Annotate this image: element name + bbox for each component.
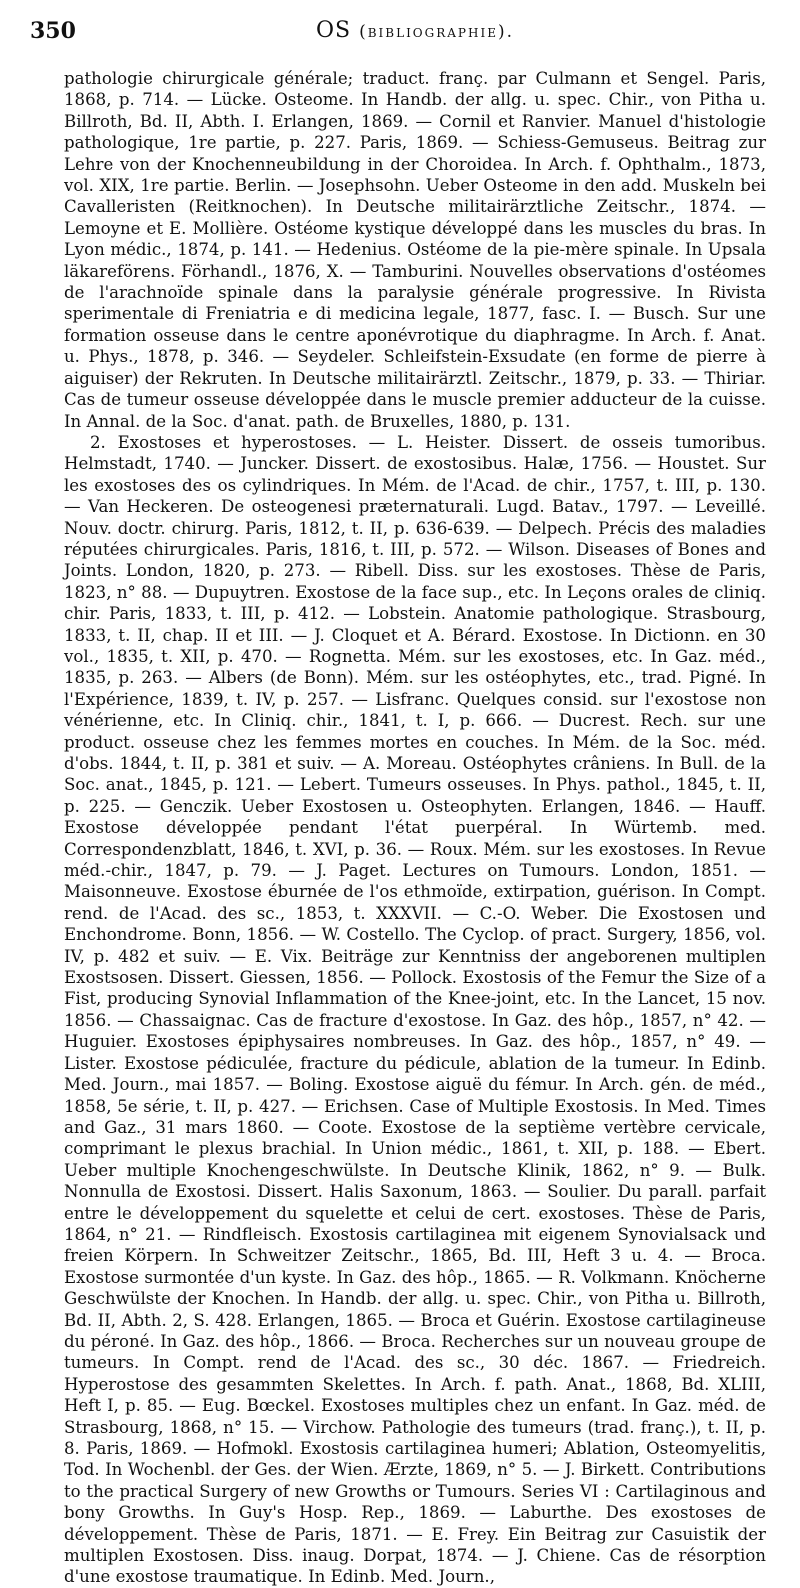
page-header	[30, 18, 766, 68]
running-head-title: OS	[315, 18, 352, 43]
running-head-section: (bibliographie).	[359, 22, 515, 42]
running-head	[64, 18, 766, 43]
bibliography-paragraph-1: pathologie chirurgicale générale; traduct. franç. par Culmann et Sengel. Paris, 1868, p. 714. — Lücke. Osteome. In Handb. der allg. u. spec. Chir., von Pitha u. Billroth, Bd. II, Abth. I. Erlangen, 1869. — Cornil et Ranvier. Manuel d'histologie pathologique, 1re partie, p. 227. Paris, 1869. — Schiess-Gemuseus. Beitrag zur Lehre von der Knochenneubildung in der Choroidea. In Arch. f. Ophthalm., 1873, vol. XIX, 1re partie. Berlin. — Josephsohn. Ueber Osteome in den add. Muskeln bei Cavalleristen (Reitknochen). In Deutsche militairärztliche Zeitschr., 1874. — Lemoyne et E. Mollière. Ostéome kystique développé dans les muscles du bras. In Lyon médic., 1874, p. 141. — Hedenius. Ostéome de la pie-mère spinale. In Upsala läkareförens. Förhandl., 1876, X. — Tamburini. Nouvelles observations d'ostéomes de l'arachnoïde spinale dans la paralysie générale progressive. In Rivista sperimentale di Freniatria e di medicina legale, 1877, fasc. I. — Busch. Sur une formation osseuse dans le centre aponévrotique du diaphragme. In Arch. f. Anat. u. Phys., 1878, p. 346. — Seydeler. Schleifstein-Exsudate (en forme de pierre à aiguiser) der Rekruten. In Deutsche militairärztl. Zeitschr., 1879, p. 33. — Thiriar. Cas de tumeur osseuse développée dans le muscle premier adducteur de la cuisse. In Annal. de la Soc. d'anat. path. de Bruxelles, 1880, p. 131.	[64, 69, 766, 431]
bibliography-paragraph-2: 2. Exostoses et hyperostoses. — L. Heister. Dissert. de osseis tumoribus. Helmstadt, 1740. — Juncker. Dissert. de exostosibus. Halæ, 1756. — Houstet. Sur les exostoses des os cylindriques. In Mém. de l'Acad. de chir., 1757, t. III, p. 130. — Van Heckeren. De osteogenesi præternaturali. Lugd. Batav., 1797. — Leveillé. Nouv. doctr. chirurg. Paris, 1812, t. II, p. 636-639. — Delpech. Précis des maladies réputées chirurgicales. Paris, 1816, t. III, p. 572. — Wilson. Diseases of Bones and Joints. London, 1820, p. 273. — Ribell. Diss. sur les exostoses. Thèse de Paris, 1823, n° 88. — Dupuytren. Exostose de la face sup., etc. In Leçons orales de cliniq. chir. Paris, 1833, t. III, p. 412. — Lobstein. Anatomie pathologique. Strasbourg, 1833, t. II, chap. II et III. — J. Cloquet et A. Bérard. Exostose. In Dictionn. en 30 vol., 1835, t. XII, p. 470. — Rognetta. Mém. sur les exostoses, etc. In Gaz. méd., 1835, p. 263. — Albers (de Bonn). Mém. sur les ostéophytes, etc., trad. Pigné. In l'Expérience, 1839, t. IV, p. 257. — Lisfranc. Quelques consid. sur l'exostose non vénérienne, etc. In Cliniq. chir., 1841, t. I, p. 666. — Ducrest. Rech. sur une product. osseuse chez les femmes mortes en couches. In Mém. de la Soc. méd. d'obs. 1844, t. II, p. 381 et suiv. — A. Moreau. Ostéophytes crâniens. In Bull. de la Soc. anat., 1845, p. 121. — Lebert. Tumeurs osseuses. In Phys. pathol., 1845, t. II, p. 225. — Genczik. Ueber Exostosen u. Osteophyten. Erlangen, 1846. — Hauff. Exostose développée pendant l'état puerpéral. In Würtemb. med. Correspondenzblatt, 1846, t. XVI, p. 36. — Roux. Mém. sur les exostoses. In Revue méd.-chir., 1847, p. 79. — J. Paget. Lectures on Tumours. London, 1851. — Maisonneuve. Exostose éburnée de l'os ethmoïde, extirpation, guérison. In Compt. rend. de l'Acad. des sc., 1853, t. XXXVII. — C.-O. Weber. Die Exostosen und Enchondrome. Bonn, 1856. — W. Costello. The Cyclop. of pract. Surgery, 1856, vol. IV, p. 482 et suiv. — E. Vix. Beiträge zur Kenntniss der angeborenen multiplen Exostsosen. Dissert. Giessen, 1856. — Pollock. Exostosis of the Femur the Size of a Fist, producing Synovial Inflammation of the Knee-joint, etc. In the Lancet, 15 nov. 1856. — Chassaignac. Cas de fracture d'exostose. In Gaz. des hôp., 1857, n° 42. — Huguier. Exostoses épiphysaires nombreuses. In Gaz. des hôp., 1857, n° 49. — Lister. Exostose pédiculée, fracture du pédicule, ablation de la tumeur. In Edinb. Med. Journ., mai 1857. — Boling. Exostose aiguë du fémur. In Arch. gén. de méd., 1858, 5e série, t. II, p. 427. — Erichsen. Case of Multiple Exostosis. In Med. Times and Gaz., 31 mars 1860. — Coote. Exostose de la septième vertèbre cervicale, comprimant le plexus brachial. In Union médic., 1861, t. XII, p. 188. — Ebert. Ueber multiple Knochengeschwülste. In Deutsche Klinik, 1862, n° 9. — Bulk. Nonnulla de Exostosi. Dissert. Halis Saxonum, 1863. — Soulier. Du parall. parfait entre le développement du squelette et celui de cert. exostoses. Thèse de Paris, 1864, n° 21. — Rindfleisch. Exostosis cartilaginea mit eigenem Synovialsack und freien Körpern. In Schweitzer Zeitschr., 1865, Bd. III, Heft 3 u. 4. — Broca. Exostose surmontée d'un kyste. In Gaz. des hôp., 1865. — R. Volkmann. Knöcherne Geschwülste der Knochen. In Handb. der allg. u. spec. Chir., von Pitha u. Billroth, Bd. II, Abth. 2, S. 428. Erlangen, 1865. — Broca et Guérin. Exostose cartilagineuse du péroné. In Gaz. des hôp., 1866. — Broca. Recherches sur un nouveau groupe de tumeurs. In Compt. rend de l'Acad. des sc., 30 déc. 1867. — Friedreich. Hyperostose des gesammten Skelettes. In Arch. f. path. Anat., 1868, Bd. XLIII, Heft I, p. 85. — Eug. Bœckel. Exostoses multiples chez un enfant. In Gaz. méd. de Strasbourg, 1868, n° 15. — Virchow. Pathologie des tumeurs (trad. franç.), t. II, p. 8. Paris, 1869. — Hofmokl. Exostosis cartilaginea humeri; Ablation, Osteomyelitis, Tod. In Wochenbl. der Ges. der Wien. Ærzte, 1869, n° 5. — J. Birkett. Contributions to the practical Surgery of new Growths or Tumours. Series VI : Cartilaginous and bony Growths. In Guy's Hosp. Rep., 1869. — Laburthe. Des exostoses de développement. Thèse de Paris, 1871. — E. Frey. Ein Beitrag zur Casuistik der multiplen Exostosen. Diss. inaug. Dorpat, 1874. — J. Chiene. Cas de résorption d'une exostose traumatique. In Edinb. Med. Journ.,	[64, 432, 766, 1587]
bibliography-text	[64, 68, 766, 1588]
page-number: 350	[30, 18, 76, 44]
